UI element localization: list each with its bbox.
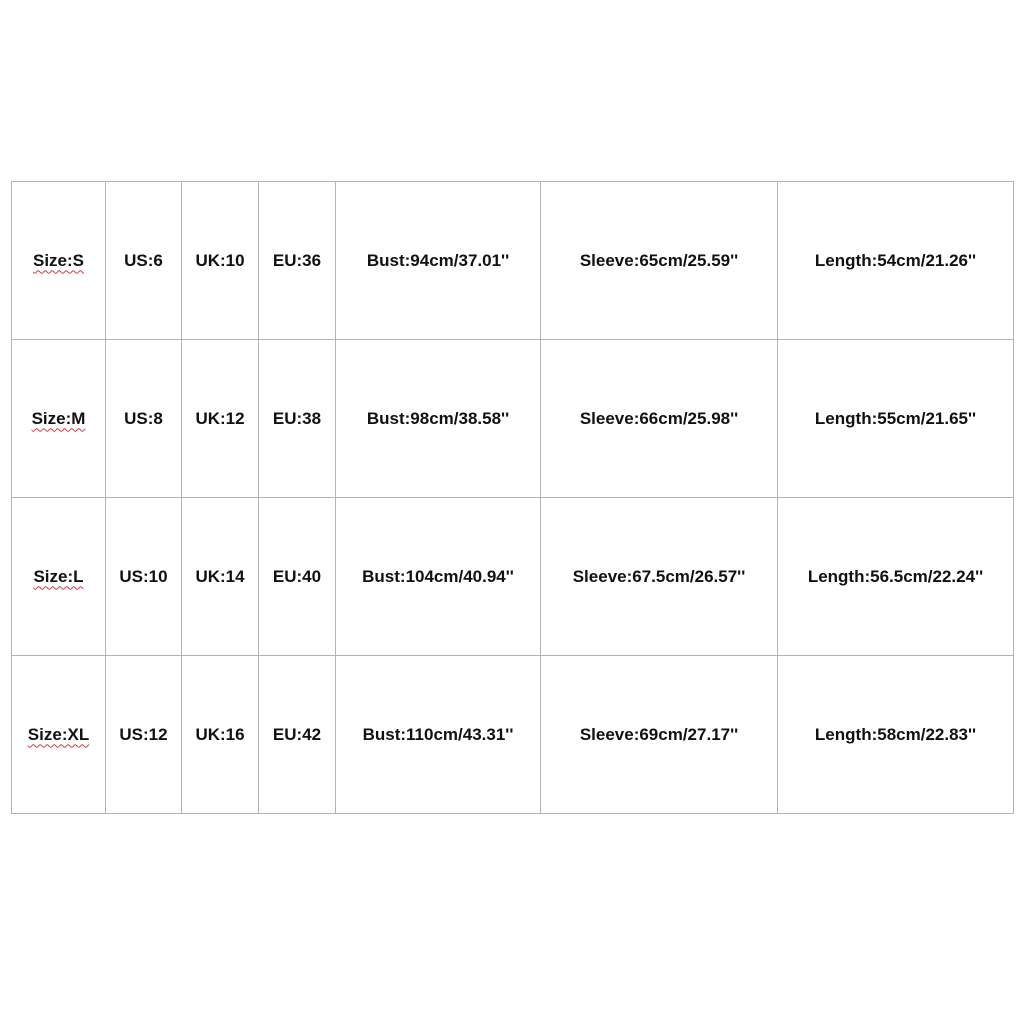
bust-cell: Bust:110cm/43.31'' (336, 656, 541, 814)
uk-size-cell: UK:10 (182, 182, 259, 340)
size-cell (12, 340, 106, 498)
table-row (12, 498, 1014, 656)
size-label: Size:L (33, 566, 84, 586)
eu-size-cell: EU:40 (259, 498, 336, 656)
us-size-cell: US:12 (106, 656, 182, 814)
size-label: Size:XL (27, 724, 90, 744)
us-size-cell: US:6 (106, 182, 182, 340)
uk-size-cell: UK:16 (182, 656, 259, 814)
table-row (12, 340, 1014, 498)
eu-size-cell: EU:38 (259, 340, 336, 498)
length-cell: Length:56.5cm/22.24'' (778, 498, 1014, 656)
sleeve-cell: Sleeve:65cm/25.59'' (541, 182, 778, 340)
sleeve-cell: Sleeve:66cm/25.98'' (541, 340, 778, 498)
us-size-cell: US:10 (106, 498, 182, 656)
bust-cell: Bust:98cm/38.58'' (336, 340, 541, 498)
size-label: Size:S (32, 250, 85, 270)
table-row (12, 182, 1014, 340)
size-chart-table (11, 181, 1014, 814)
uk-size-cell: UK:12 (182, 340, 259, 498)
uk-size-cell: UK:14 (182, 498, 259, 656)
bust-cell: Bust:104cm/40.94'' (336, 498, 541, 656)
us-size-cell: US:8 (106, 340, 182, 498)
length-cell: Length:55cm/21.65'' (778, 340, 1014, 498)
length-cell: Length:54cm/21.26'' (778, 182, 1014, 340)
bust-cell: Bust:94cm/37.01'' (336, 182, 541, 340)
sleeve-cell: Sleeve:67.5cm/26.57'' (541, 498, 778, 656)
size-cell (12, 182, 106, 340)
sleeve-cell: Sleeve:69cm/27.17'' (541, 656, 778, 814)
length-cell: Length:58cm/22.83'' (778, 656, 1014, 814)
eu-size-cell: EU:42 (259, 656, 336, 814)
table-row (12, 656, 1014, 814)
eu-size-cell: EU:36 (259, 182, 336, 340)
size-cell (12, 498, 106, 656)
size-label: Size:M (31, 408, 86, 428)
size-cell (12, 656, 106, 814)
